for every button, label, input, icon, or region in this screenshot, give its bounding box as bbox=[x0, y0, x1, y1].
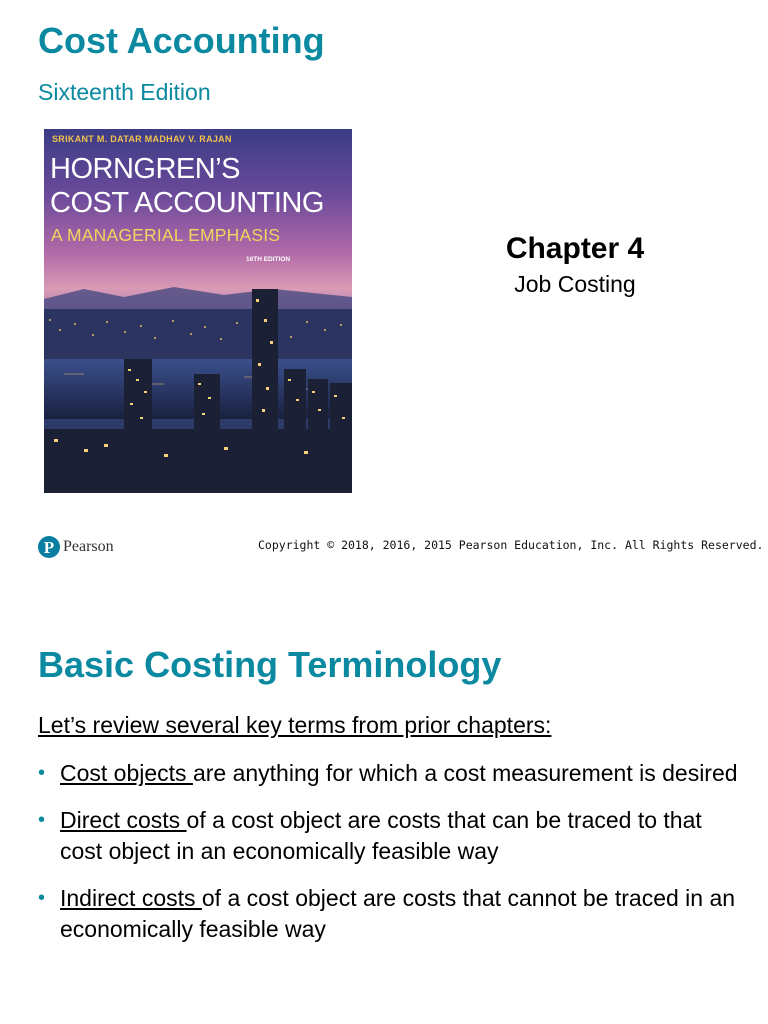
publisher-name: Pearson bbox=[63, 538, 114, 555]
bullet-text: are anything for which a cost measurement is desired bbox=[192, 760, 738, 786]
bullet-list bbox=[38, 758, 738, 961]
slide-title: Cost Accounting bbox=[38, 20, 325, 61]
bullet-term: Cost objects bbox=[60, 760, 193, 786]
cover-title-line3: A MANAGERIAL EMPHASIS bbox=[51, 225, 281, 245]
city-skyline-illustration bbox=[44, 279, 352, 493]
bullet-text: of a cost object are costs that can be traced to that cost object in an economically feasible way bbox=[60, 807, 702, 864]
bullet-cost-objects bbox=[38, 758, 738, 789]
chapter-number: Chapter 4 bbox=[505, 232, 645, 265]
chapter-title: Job Costing bbox=[514, 271, 636, 297]
bullet-marker: • bbox=[38, 887, 46, 909]
book-cover-image bbox=[44, 129, 352, 493]
cover-title-line1: HORNGREN’S bbox=[50, 153, 240, 185]
terminology-slide bbox=[0, 580, 768, 1024]
cover-authors: SRIKANT M. DATAR MADHAV V. RAJAN bbox=[52, 134, 232, 144]
pearson-logo bbox=[38, 536, 114, 558]
bullet-term: Indirect costs bbox=[60, 885, 202, 911]
pearson-p-icon: P bbox=[38, 536, 60, 558]
intro-text: Let’s review several key terms from prior chapters: bbox=[38, 712, 552, 738]
cover-edition: 16TH EDITION bbox=[246, 256, 291, 263]
cover-title-line2: COST ACCOUNTING bbox=[50, 187, 324, 219]
edition-subtitle: Sixteenth Edition bbox=[38, 79, 211, 105]
bullet-marker: • bbox=[38, 762, 46, 784]
bullet-direct-costs bbox=[38, 805, 738, 867]
bullet-text: of a cost object are costs that cannot be traced in an economically feasible way bbox=[60, 885, 736, 942]
bullet-indirect-costs bbox=[38, 883, 738, 945]
slide-title: Basic Costing Terminology bbox=[38, 644, 502, 685]
copyright-notice: Copyright © 2018, 2016, 2015 Pearson Education, Inc. All Rights Reserved. bbox=[258, 538, 764, 552]
bullet-term: Direct costs bbox=[60, 807, 187, 833]
bullet-marker: • bbox=[38, 809, 46, 831]
